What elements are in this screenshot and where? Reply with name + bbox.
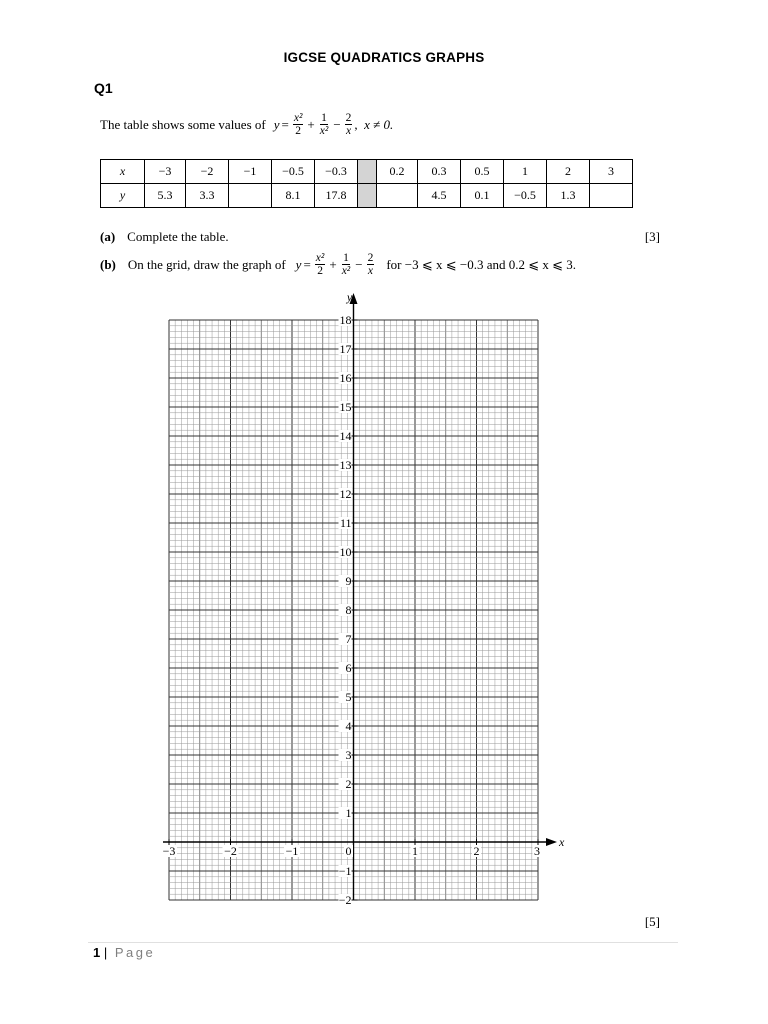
y-tick-label: 7: [345, 632, 352, 646]
x-tick-label: 2: [473, 844, 480, 858]
y-tick-label: 8: [345, 603, 352, 617]
y-tick-label: −1: [338, 864, 352, 878]
page-number: 1: [93, 945, 101, 960]
table-cell: 8.1: [272, 184, 315, 208]
part-b-text: On the grid, draw the graph of: [127, 256, 286, 272]
table-cell: 0.5: [461, 160, 504, 184]
part-b-marks: [5]: [644, 914, 660, 929]
page-title: IGCSE QUADRATICS GRAPHS: [283, 50, 485, 65]
y-tick-label: 18: [339, 313, 352, 327]
table-cell: 3.3: [186, 184, 229, 208]
y-tick-label: 3: [345, 748, 352, 762]
intro-text: The table shows some values of: [100, 116, 266, 132]
page-footer: [93, 945, 155, 960]
y-tick-label: 16: [339, 371, 352, 385]
x-axis-arrow: [546, 838, 557, 846]
x-tick-label: −1: [285, 844, 299, 858]
y-tick-label: 14: [339, 429, 352, 443]
table-cell: −1: [229, 160, 272, 184]
part-a-label: (a): [100, 229, 116, 244]
x-tick-label: 1: [412, 844, 418, 858]
x-tick-label: −2: [224, 844, 237, 858]
y-tick-label: 6: [345, 661, 352, 675]
table-header-x: x: [101, 160, 145, 184]
table-cell: −0.5: [272, 160, 315, 184]
table-cell: 1: [504, 160, 547, 184]
x-tick-label: −3: [162, 844, 176, 858]
table-cell: 5.3: [145, 184, 186, 208]
table-cell: 0.1: [461, 184, 504, 208]
table-cell: 1.3: [547, 184, 590, 208]
y-tick-label: 13: [339, 458, 352, 472]
y-tick-label: 4: [345, 719, 352, 733]
y-axis-label: y: [346, 290, 353, 304]
table-cell: 3: [590, 160, 633, 184]
y-tick-label: 2: [345, 777, 352, 791]
table-cell: 17.8: [315, 184, 358, 208]
y-tick-label: 15: [339, 400, 352, 414]
y-tick-label: 17: [339, 342, 352, 356]
x-tick-label: 0: [345, 844, 352, 858]
question-number: Q1: [94, 80, 113, 96]
equation-b: y = $\frac{\text{x²}}{2}$ + $\frac{1}{\text{x²}}$ − $\frac{2}{x}$: [295, 252, 374, 277]
footer-separator: |: [100, 945, 111, 960]
y-tick-label: 11: [339, 516, 352, 530]
x-tick-label: 3: [534, 844, 540, 858]
y-tick-label: 10: [339, 545, 352, 559]
part-b-range: for −3 ⩽ x ⩽ −0.3 and 0.2 ⩽ x ⩽ 3.: [386, 256, 577, 272]
table-cell: 0.3: [418, 160, 461, 184]
table-cell: 0.2: [377, 160, 418, 184]
footer-divider: [88, 942, 678, 943]
table-cell: 2: [547, 160, 590, 184]
y-tick-label: −2: [338, 893, 352, 907]
y-tick-label: 9: [345, 574, 352, 588]
equation: y = $\frac{\text{x²}}{2}$ + $\frac{1}{\text{x²}}$ − $\frac{2}{x}$ , x ≠ 0.: [273, 112, 394, 137]
page-label: Page: [114, 945, 156, 960]
table-header-y: y: [101, 184, 145, 208]
part-b-label: (b): [100, 256, 116, 272]
y-tick-label: 5: [345, 690, 352, 704]
part-a-text: Complete the table.: [127, 229, 229, 244]
table-cell: −2: [186, 160, 229, 184]
table-cell: −0.5: [504, 184, 547, 208]
y-tick-label: 1: [345, 806, 352, 820]
equation-condition: x ≠ 0.: [364, 116, 394, 132]
y-tick-label: 12: [339, 487, 352, 501]
table-cell: −3: [145, 160, 186, 184]
part-a-marks: [3]: [644, 229, 660, 244]
table-cell: −0.3: [315, 160, 358, 184]
table-cell: 4.5: [418, 184, 461, 208]
x-axis-label: x: [559, 835, 565, 849]
